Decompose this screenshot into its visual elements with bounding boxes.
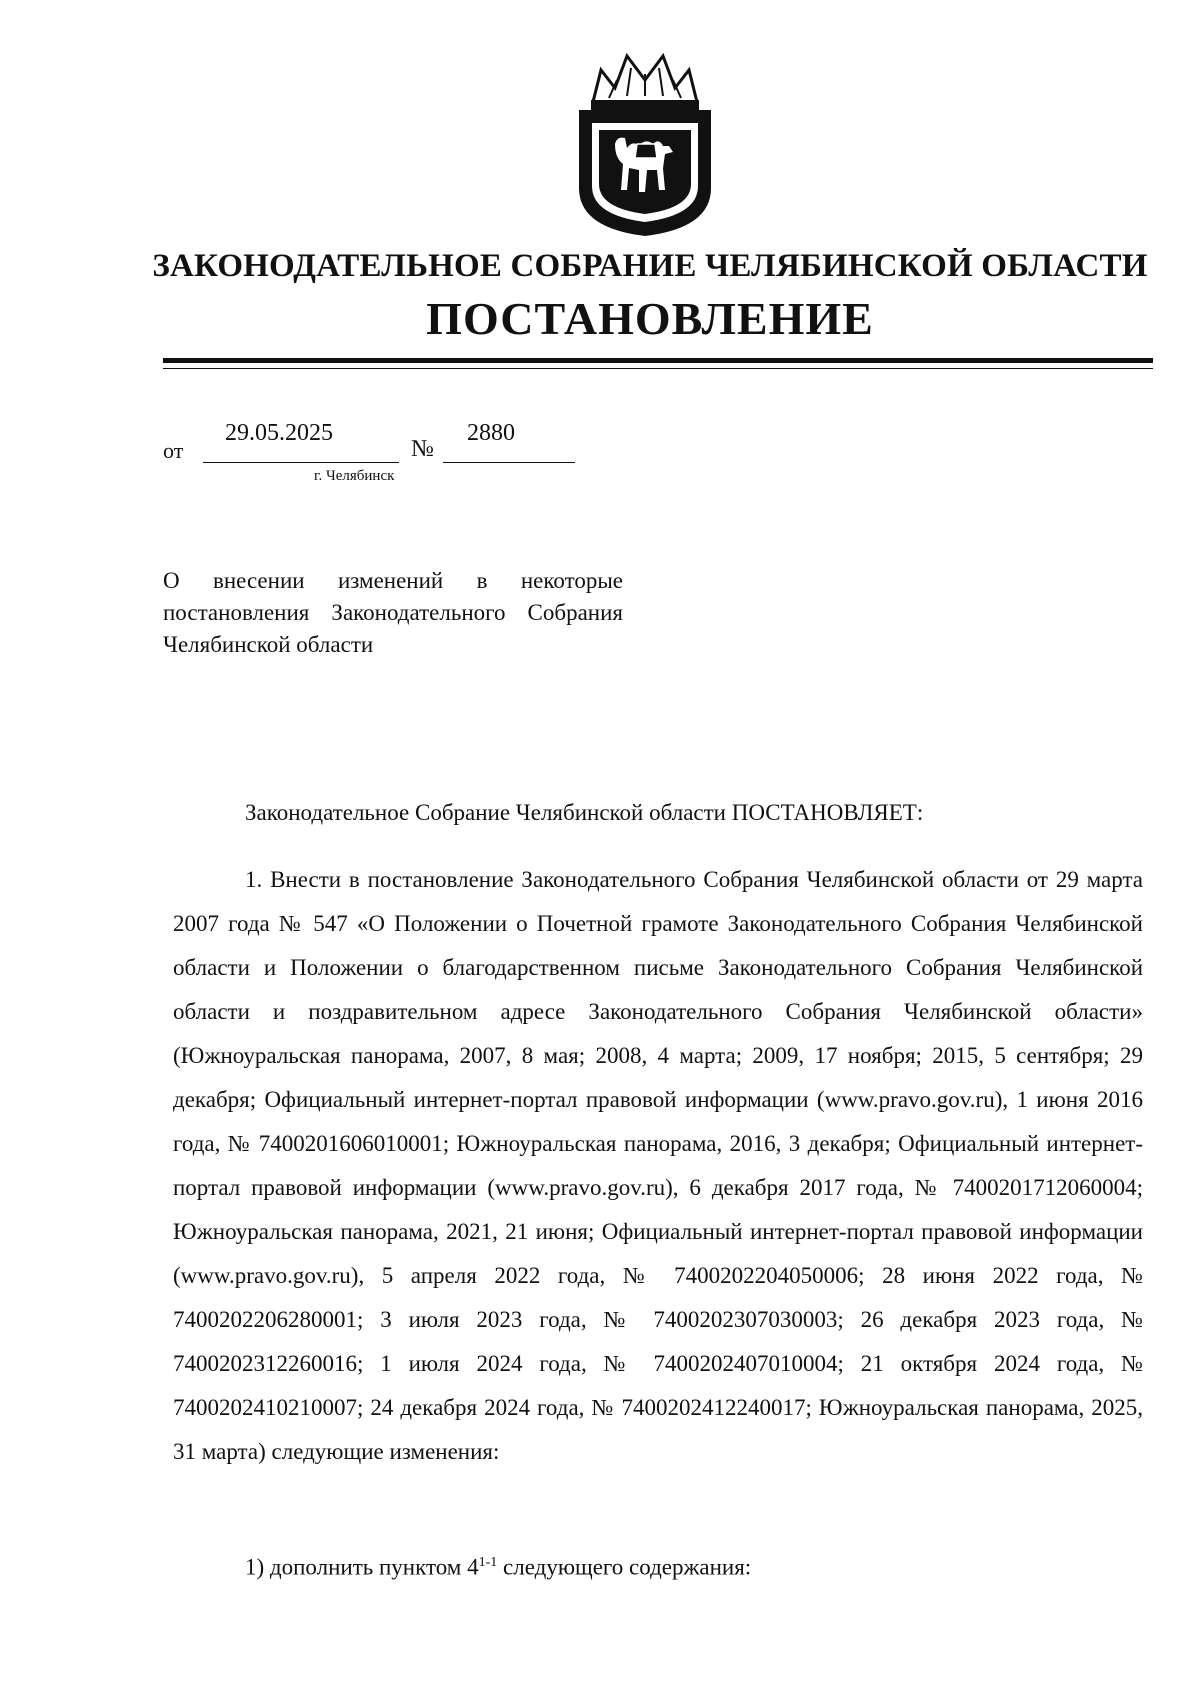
city: г. Челябинск bbox=[314, 468, 395, 484]
date-underline bbox=[203, 462, 399, 463]
sub-item-1-prefix: 1) дополнить пунктом 4 bbox=[245, 1554, 479, 1580]
document-number: 2880 bbox=[467, 420, 515, 446]
organization-name: ЗАКОНОДАТЕЛЬНОЕ СОБРАНИЕ ЧЕЛЯБИНСКОЙ ОБЛАСТИ bbox=[152, 248, 1148, 284]
header-rule-thin bbox=[163, 368, 1153, 369]
from-label: от bbox=[163, 438, 184, 463]
document-meta bbox=[0, 420, 1200, 484]
coat-of-arms-icon bbox=[565, 40, 725, 240]
number-underline bbox=[443, 462, 575, 463]
number-label: № bbox=[411, 436, 434, 462]
document-type: ПОСТАНОВЛЕНИЕ bbox=[426, 293, 874, 344]
document-subject: О внесении изменений в некоторые постановления Законодательного Собрания Челябинской области bbox=[163, 568, 623, 657]
sub-item-1 bbox=[245, 1547, 751, 1584]
sub-item-1-superscript: 1-1 bbox=[478, 1555, 498, 1570]
paragraph-1: 1. Внести в постановление Законодательного Собрания Челябинской области от 29 марта 2007 года № 547 «О Положении о Почетной грамоте Законодательного Собрания Челябинской области и Положении о благодарственном письме Законодательного Собрания Челябинской области и поздравительном адресе Законодательного Собрания Челябинской области» (Южноуральская панорама, 2007, 8 мая; 2008, 4 марта; 2009, 17 ноября; 2015, 5 сентября; 29 декабря; Официальный интернет-портал правовой информации (www.pravo.gov.ru), 1 июня 2016 года, № 7400201606010001; Южноуральская панорама, 2016, 3 декабря; Официальный интернет-портал правовой информации (www.pravo.gov.ru), 6 декабря 2017 года, № 7400201712060004; Южноуральская панорама, 2021, 21 июня; Официальный интернет-портал правовой информации (www.pravo.gov.ru), 5 апреля 2022 года, № 7400202204050006; 28 июня 2022 года, № 7400202206280001; 3 июля 2023 года, № 7400202307030003; 26 декабря 2023 года, № 7400202312260016; 1 июля 2024 года, № 7400202407010004; 21 октября 2024 года, № 7400202410210007; 24 декабря 2024 года, № 7400202412240017; Южноуральская панорама, 2025, 31 марта) следующие изменения: bbox=[173, 867, 1143, 1464]
document-date: 29.05.2025 bbox=[225, 420, 333, 446]
sub-item-1-suffix: следующего содержания: bbox=[497, 1554, 752, 1580]
header-rule-thick bbox=[163, 358, 1153, 363]
resolves-line: Законодательное Собрание Челябинской области ПОСТАНОВЛЯЕТ: bbox=[245, 800, 924, 825]
